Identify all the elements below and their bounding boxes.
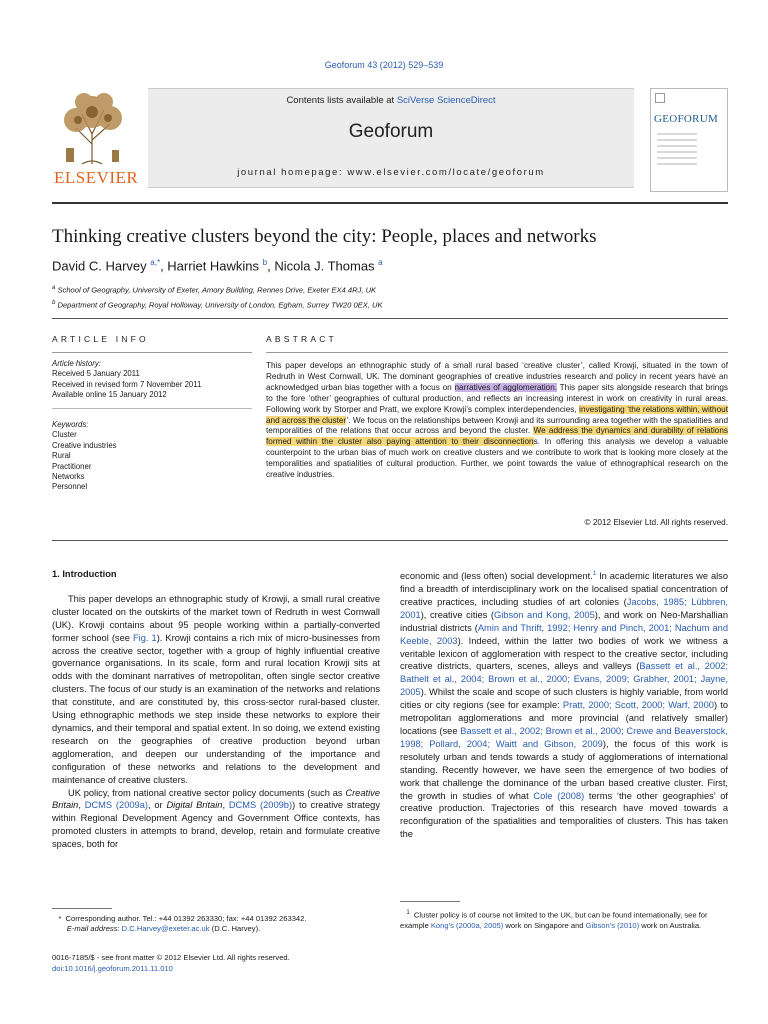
history-item: Received 5 January 2011 [52,369,140,379]
abstract-text: This paper develops an ethnographic study of a small rural based ‘creative cluster’, called Krowji, situated in the town of Redruth in West Cornwall, UK. The dominant geographies of creative industries research and policy in recent years have an acknowledged urban bias together with a focus on narratives of agglomeration. This paper sits alongside research that brings to the fore ‘other’ geographies of cultural production, and reflects an increasing interest in work on creativity in rural areas. Following work by Storper and Pratt, we explore Krowji’s complex interdependencies, investigating ‘the relations within, without and across the cluster’. We focus on the relationships between Krowji and its surrounding area together with the spatialities and temporalities of the relations that occur across and beyond the cluster. We address the dynamics and durability of relations formed within the cluster also paying attention to their disconnections. In offering this analysis we develop a valuable counterpoint to the urban bias of much work on creative clusters and we contribute to work that is looking more closely at the temporalities and spatialities of cultural production. Further, we point towards the value of ethnographical research on the creative industries. [266,361,729,480]
affiliations [52,282,383,311]
keyword: Creative industries [52,440,117,450]
citation-link[interactable]: Gibson and Kong, 2005 [494,609,595,620]
citation-link[interactable]: Kong’s (2000a, 2005) [430,920,504,930]
author-name: Harriet Hawkins [167,258,260,274]
keywords [52,420,252,493]
abstract-copyright: © 2012 Elsevier Ltd. All rights reserved. [584,518,728,527]
paragraph: This paper develops an ethnographic study of Krowji, a small rural creative cluster located on the outskirts of the market town of Redruth in west Cornwall (UK). Krowji contains about 95 people working within a partially-converted former school (see Fig. 1). Krowji contains a rich mix of micro-businesses from across the creative sector, together with a group of highly influential creative governance organisations. In its scale, form and rural location Krowji sits at odds with the dominant narratives of metropolitan, often single sector creative clusters. The focus of our study is an examination of the networks and relations that constitute, and are constituted by, this cross-sector rural-based cluster. Using ethnographic methods we step inside these networks to explore their dynamics, and their temporal and spatial extent. In so doing, we extend existing research on the geographies of creative production beyond urban agglomeration, and deepen our understanding of the importance and configuration of these networks and relations to the development and maintenance of creative clusters. [52,593,380,785]
author-affiliation-mark[interactable]: b [262,258,268,267]
citation-link[interactable]: Jacobs, 1985; Lübbren, 2001 [400,596,728,620]
abstract-bottom-divider [52,540,728,541]
doi-link[interactable]: doi:10.1016/j.geoforum.2011.11.010 [52,964,173,973]
history-divider [52,408,252,409]
sciencedirect-link[interactable]: SciVerse ScienceDirect [396,95,496,106]
footnote-divider [52,908,112,909]
paragraph: UK policy, from national creative sector policy documents (such as Creative Britain, DCMS (2009a), or Digital Britain, DCMS (2009b)) to creative strategy within Regional Development Agency and Government Office contexts, has promoted clusters in attempts to brand, develop, retain and formulate creative spaces, both for [52,787,380,850]
history-item: Received in revised form 7 November 2011 [52,379,202,389]
article-info-heading: ARTICLE INFO [52,334,149,344]
journal-banner [148,88,634,188]
body-column-right [400,568,728,841]
corresponding-author-note [52,914,380,935]
body-column-left [52,568,380,851]
elsevier-wordmark: ELSEVIER [54,168,139,187]
footnote-1: $^1$ Cluster policy is of course not limited to the UK, but can be found internationally, see for example Kong’s (2000a, 2005) work on Singapore and Gibson’s (2010) work on Australia. [400,910,708,930]
affiliation-line: $^a$ School of Geography, University of Exeter, Amory Building, Rennes Drive, Exeter EX4 4RJ, UK [52,285,377,295]
email-link[interactable]: D.C.Harvey@exeter.ac.uk [121,924,210,934]
contents-prefix: Contents lists available at [286,95,397,106]
footnote-link[interactable]: 1 [592,571,597,577]
keywords-label: Keywords: [52,420,89,429]
highlight-yellow[interactable]: We address the dynamics and durability of relations formed within the cluster also paying attention to their disconnection [266,426,728,447]
citation-link[interactable]: Gibson’s (2010) [585,920,640,930]
cover-emblem [655,93,665,103]
keyword: Personnel [52,482,88,492]
highlight-yellow[interactable]: investigating ‘the relations within, without and across the cluster [266,404,728,425]
journal-name: Geoforum [348,121,434,142]
article-history [52,359,252,401]
citation-link[interactable]: DCMS (2009a) [84,800,148,811]
page-footer [52,952,290,974]
journal-cover-thumbnail [650,88,728,192]
keyword: Rural [52,451,71,461]
abstract-heading: ABSTRACT [266,334,337,344]
info-divider [52,352,252,353]
affiliation-line: $^b$ Department of Geography, Royal Holloway, University of London, Egham, Surrey TW20 0EX, UK [52,299,383,310]
abstract-divider [266,352,728,353]
keyword: Cluster [52,430,77,440]
journal-homepage[interactable]: journal homepage: www.elsevier.com/locate/geoforum [237,167,545,178]
keyword: Practitioner [52,461,92,471]
cover-title: GEOFORUM [654,113,719,125]
citation-link[interactable]: DCMS (2009b) [228,800,293,811]
footnote-divider [400,901,460,902]
contents-line [148,95,634,106]
figure-link[interactable]: Fig. 1 [132,632,157,643]
title-divider [52,318,728,319]
citation-link[interactable]: Cole (2008) [533,790,585,801]
issn-line: 0016-7185/$ - see front matter © 2012 Elsevier Ltd. All rights reserved. [52,953,290,962]
highlight-purple[interactable]: narratives of agglomeration. [454,382,558,392]
cover-text-lines [657,133,697,169]
history-item: Available online 15 January 2012 [52,390,167,400]
author-affiliation-mark[interactable]: a,* [150,258,161,267]
citation-link[interactable]: Pratt, 2000; Scott, 2000; Warf, 2000 [562,700,714,711]
header-divider [52,202,728,204]
history-label: Article history: [52,359,101,368]
keyword: Networks [52,472,85,482]
section-heading: 1. Introduction [52,569,117,579]
journal-reference[interactable]: Geoforum 43 (2012) 529–539 [324,60,444,70]
author-affiliation-mark[interactable]: a [378,258,383,267]
author-name: David C. Harvey [52,258,147,274]
email-line: E-mail address: D.C.Harvey@exeter.ac.uk (D.C. Harvey). [66,924,261,934]
paragraph: economic and (less often) social development.$^1$ In academic literatures we also find a breadth of interdisciplinary work on the localised spatial concentration of creative practices, including studies of art colonies (Jacobs, 1985; Lübbren, 2001), creative cities (Gibson and Kong, 2005), and work on Neo-Marshallian industrial districts (Amin and Thrift, 1992; Henry and Pinch, 2001; Nachum and Keeble, 2003). Indeed, within the latter two bodies of work we witness a veritable lexicon of agglomeration with respect to the creative sector, including creative districts, quarters, scenes, alleys and valleys (Bassett et al., 2002; Bathelt et al., 2004; Brown et al., 2000; Evans, 2009; Grabher, 2001; Jayne, 2005). Whilst the scale and scope of such clusters is highly variable, from world cities or city regions (see for example: Pratt, 2000; Scott, 2000; Warf, 2000) to metropolitan agglomerations and more provincial (and relatively smaller) locations (see Bassett et al., 2002; Brown et al., 2000; Crewe and Beaverstock, 1998; Pollard, 2004; Waitt and Gibson, 2009), the focus of this work is resolutely urban and tends towards a study of agglomerations of international standing. Recently however, we have seen the emergence of two bodies of work that challenge the dominance of the urban based creative cluster. First, the growth in studies of what Cole (2008) terms ‘the other geographies’ of creative production. Trajectories of this research have moved towards a reconfiguration of the spatialities and temporalities of clusters. This has taken the [400,571,729,840]
article-title: Thinking creative clusters beyond the city: People, places and networks [52,226,597,247]
citation-link[interactable]: Bassett et al., 2002; Bathelt et al., 2004; Brown et al., 2000; Evans, 2009; Grabher, 2001; Jayne, 2005 [400,661,728,698]
author-list: David C. Harvey $^{a,*}$, Harriet Hawkins $^b$, Nicola J. Thomas $^a$ [52,258,383,274]
author-name: Nicola J. Thomas [274,258,375,274]
citation-link[interactable]: Bassett et al., 2002; Brown et al., 2000; Crewe and Beaverstock, 1998; Pollard, 2004; Waitt and Gibson, 2009 [400,725,728,749]
journal-header [52,88,728,196]
corresponding-author-line: * Corresponding author. Tel.: +44 01392 263330; fax: +44 01392 263342. [58,914,307,923]
citation-link[interactable]: Amin and Thrift, 1992; Henry and Pinch, 2001; Nachum and Keeble, 2003 [400,622,728,646]
